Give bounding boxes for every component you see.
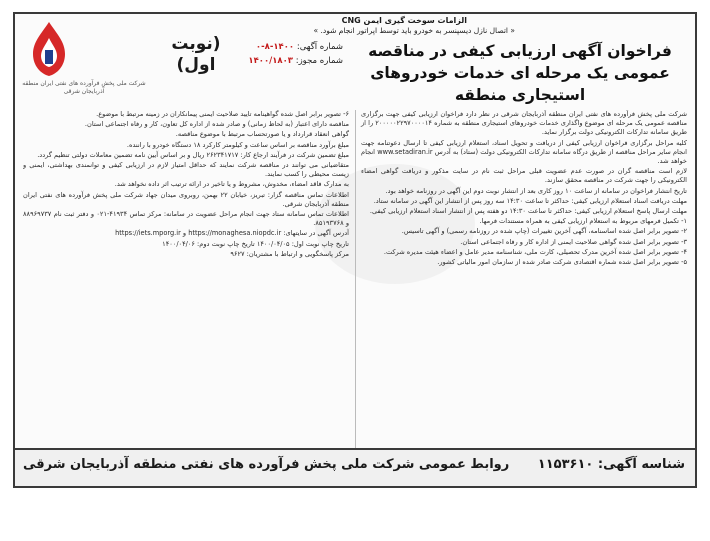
body-paragraph: ۴- تصویر برابر اصل شده آخرین مدرک تحصیلی، کارت ملی، شناسنامه مدیر عامل و اعضاء هیئت مدیره شرکت. [383,247,687,256]
notice-footer [15,448,695,486]
ad-number: ۱۴۰۰-۸-۰ [255,42,295,52]
body-paragraph: ۲- تصویر برابر اصل شده اساسنامه، آگهی آخرین تغییرات (چاپ شده در روزنامه رسمی) و آگهی تاسیس. [401,227,687,236]
body-paragraph: متقاضیانی می توانند در مناقصه شرکت نمایند که حداقل امتیاز لازم در ارزیابی کیفی و توانمندی بهداشتی، ایمنی و زیست محیطی را کسب نمایند. [23,161,349,179]
body-paragraph: کلیه مراحل برگزاری فراخوان ارزیابی کیفی از دریافت و تحویل اسناد، استعلام ارزیابی کیفی تا ارسال دعوتنامه جهت انجام سایر مراحل مناقصه از طریق درگاه سامانه تدارکات الکترونیکی دولت (ستاد) به آدرس www.setadiran.ir انجام خواهد شد. [361,138,687,166]
body-paragraph: مبلغ تضمین شرکت در فرآیند ارجاع کار: ۲۶۲۳۴۱۷۱۷ ریال و بر اساس آیین نامه تضمین معاملات دولتی تنظیم گردد. [37,150,349,159]
body-paragraph: ۶- تصویر برابر اصل شده گواهینامه تایید صلاحیت ایمنی پیمانکاران در زمینه مرتبط با موضوع. [96,110,349,118]
page-title: فراخوان آگهی ارزیابی کیفی در مناقصه عمومی یک مرحله ای خدمات خودروهای استیجاری منطقه [368,42,672,104]
tender-notice [13,12,697,488]
body-paragraph: تاریخ چاپ نوبت اول: ۱۴۰۰/۰۴/۰۵ تاریخ چاپ نوبت دوم: ۱۴۰۰/۰۴/۰۶ [162,239,349,248]
body-paragraph: تاریخ انتشار فراخوان در سامانه از ساعت ۱۰ روز کاری بعد از انتشار نوبت دوم این آگهی در روزنامه خواهد بود. [385,186,687,195]
body-paragraph: ۵- تصویر برابر اصل شده شماره اقتصادی شرکت صادر شده از سازمان امور مالیاتی کشور. [437,258,687,267]
body-paragraph: اطلاعات تماس مناقصه گزار: تبریز، خیابان ۲۲ بهمن، روبروی میدان جهاد شرکت ملی پخش فرآورده های نفتی ایران منطقه آذربایجان شرقی. [23,190,349,208]
ad-meta [233,40,343,68]
body-paragraph: لازم است مناقصه گران در صورت عدم عضویت قبلی مراحل ثبت نام در سایت مذکور و دریافت گواهی امضاء الکترونیکی را جهت شرکت در مناقصه محقق سازند. [361,167,687,185]
body-paragraph: ۳- تصویر برابر اصل شده گواهی صلاحیت ایمنی از اداره کار و رفاه اجتماعی استان. [460,237,687,246]
edition-label: (نوبت اول) [171,34,221,75]
body-paragraph: گواهی انعقاد قرارداد و یا صورتحساب مرتبط با موضوع مناقصه. [175,130,349,139]
nozzle-note: « اتصال نازل دیسپنسر به خودرو باید توسط اپراتور انجام شود. » [313,26,515,35]
notice-header [15,14,695,106]
body-paragraph: مرکز پاسخگویی و ارتباط با مشتریان: ۹۶۲۷ [230,249,349,258]
body-paragraph: مهلت دریافت اسناد استعلام ارزیابی کیفی: حداکثر تا ساعت ۱۴:۳۰ سه روز پس از انتشار این آگهی در سامانه ستاد. [373,196,687,205]
ad-id: شناسه آگهی: ۱۱۵۳۶۱۰ [537,457,685,472]
body-paragraph: شرکت ملی پخش فرآورده های نفتی ایران منطقه آذربایجان شرقی در نظر دارد فراخوان ارزیابی کیفی جهت برگزاری مناقصه عمومی یک مرحله ای موضوع واگذاری خدمات خودروهای استیجاری منطقه به شماره ۲۰۰۰۰۰۲۲۹۷۰۰۰۰۱۴ را از طریق سامانه تدارکات الکترونیکی دولت برگزار نماید. [361,110,687,137]
notice-body [23,110,687,450]
company-logo-icon [23,20,75,80]
ad-number-label: شماره آگهی: [296,42,343,52]
body-paragraph: به مدارک فاقد امضاء، مخدوش، مشروط و یا تاخیر در ارائه ترتیب اثر داده نخواهد شد. [114,180,349,189]
cng-requirement: الزامات سوخت گیری ایمن CNG [341,16,467,25]
logo-caption: شرکت ملی پخش فرآورده های نفتی ایران منطقه آذربایجان شرقی [22,80,146,95]
permit-label: شماره مجوز: [295,56,343,66]
body-paragraph: مبلغ برآورد مناقصه بر اساس ساعت و کیلومتر کارکرد ۱۸ دستگاه خودرو با راننده. [126,140,349,149]
public-relations-signature: روابط عمومی شرکت ملی پخش فرآورده های نفتی منطقه آذربایجان شرقی [23,457,510,472]
permit-number: ۱۴۰۰/۱۸۰۳ [248,56,293,66]
body-paragraph: مهلت ارسال پاسخ استعلام ارزیابی کیفی: حداکثر تا ساعت ۱۴:۳۰ دو هفته پس از انتشار اسناد استعلام ارزیابی کیفی. [369,207,687,216]
body-paragraph: مناقصه دارای اعتبار (به لحاظ زمانی) و صادر شده از اداره کل تعاون، کار و رفاه اجتماعی استان. [84,120,349,129]
body-paragraph: آدرس آگهی در سایتهای: https://monaghesa.niopdc.ir و https://iets.mporg.ir [115,229,349,238]
body-paragraph: اطلاعات تماس سامانه ستاد جهت انجام مراحل عضویت در سامانه: مرکز تماس ۴۱۹۳۴-۰۲۱ و دفتر ثبت نام ۸۸۹۶۹۷۳۷ و ۸۵۱۹۳۷۶۸. [23,210,349,228]
body-paragraph: ۱- تکمیل فرمهای مربوط به استعلام ارزیابی کیفی به همراه مستندات فرمها. [479,217,687,226]
